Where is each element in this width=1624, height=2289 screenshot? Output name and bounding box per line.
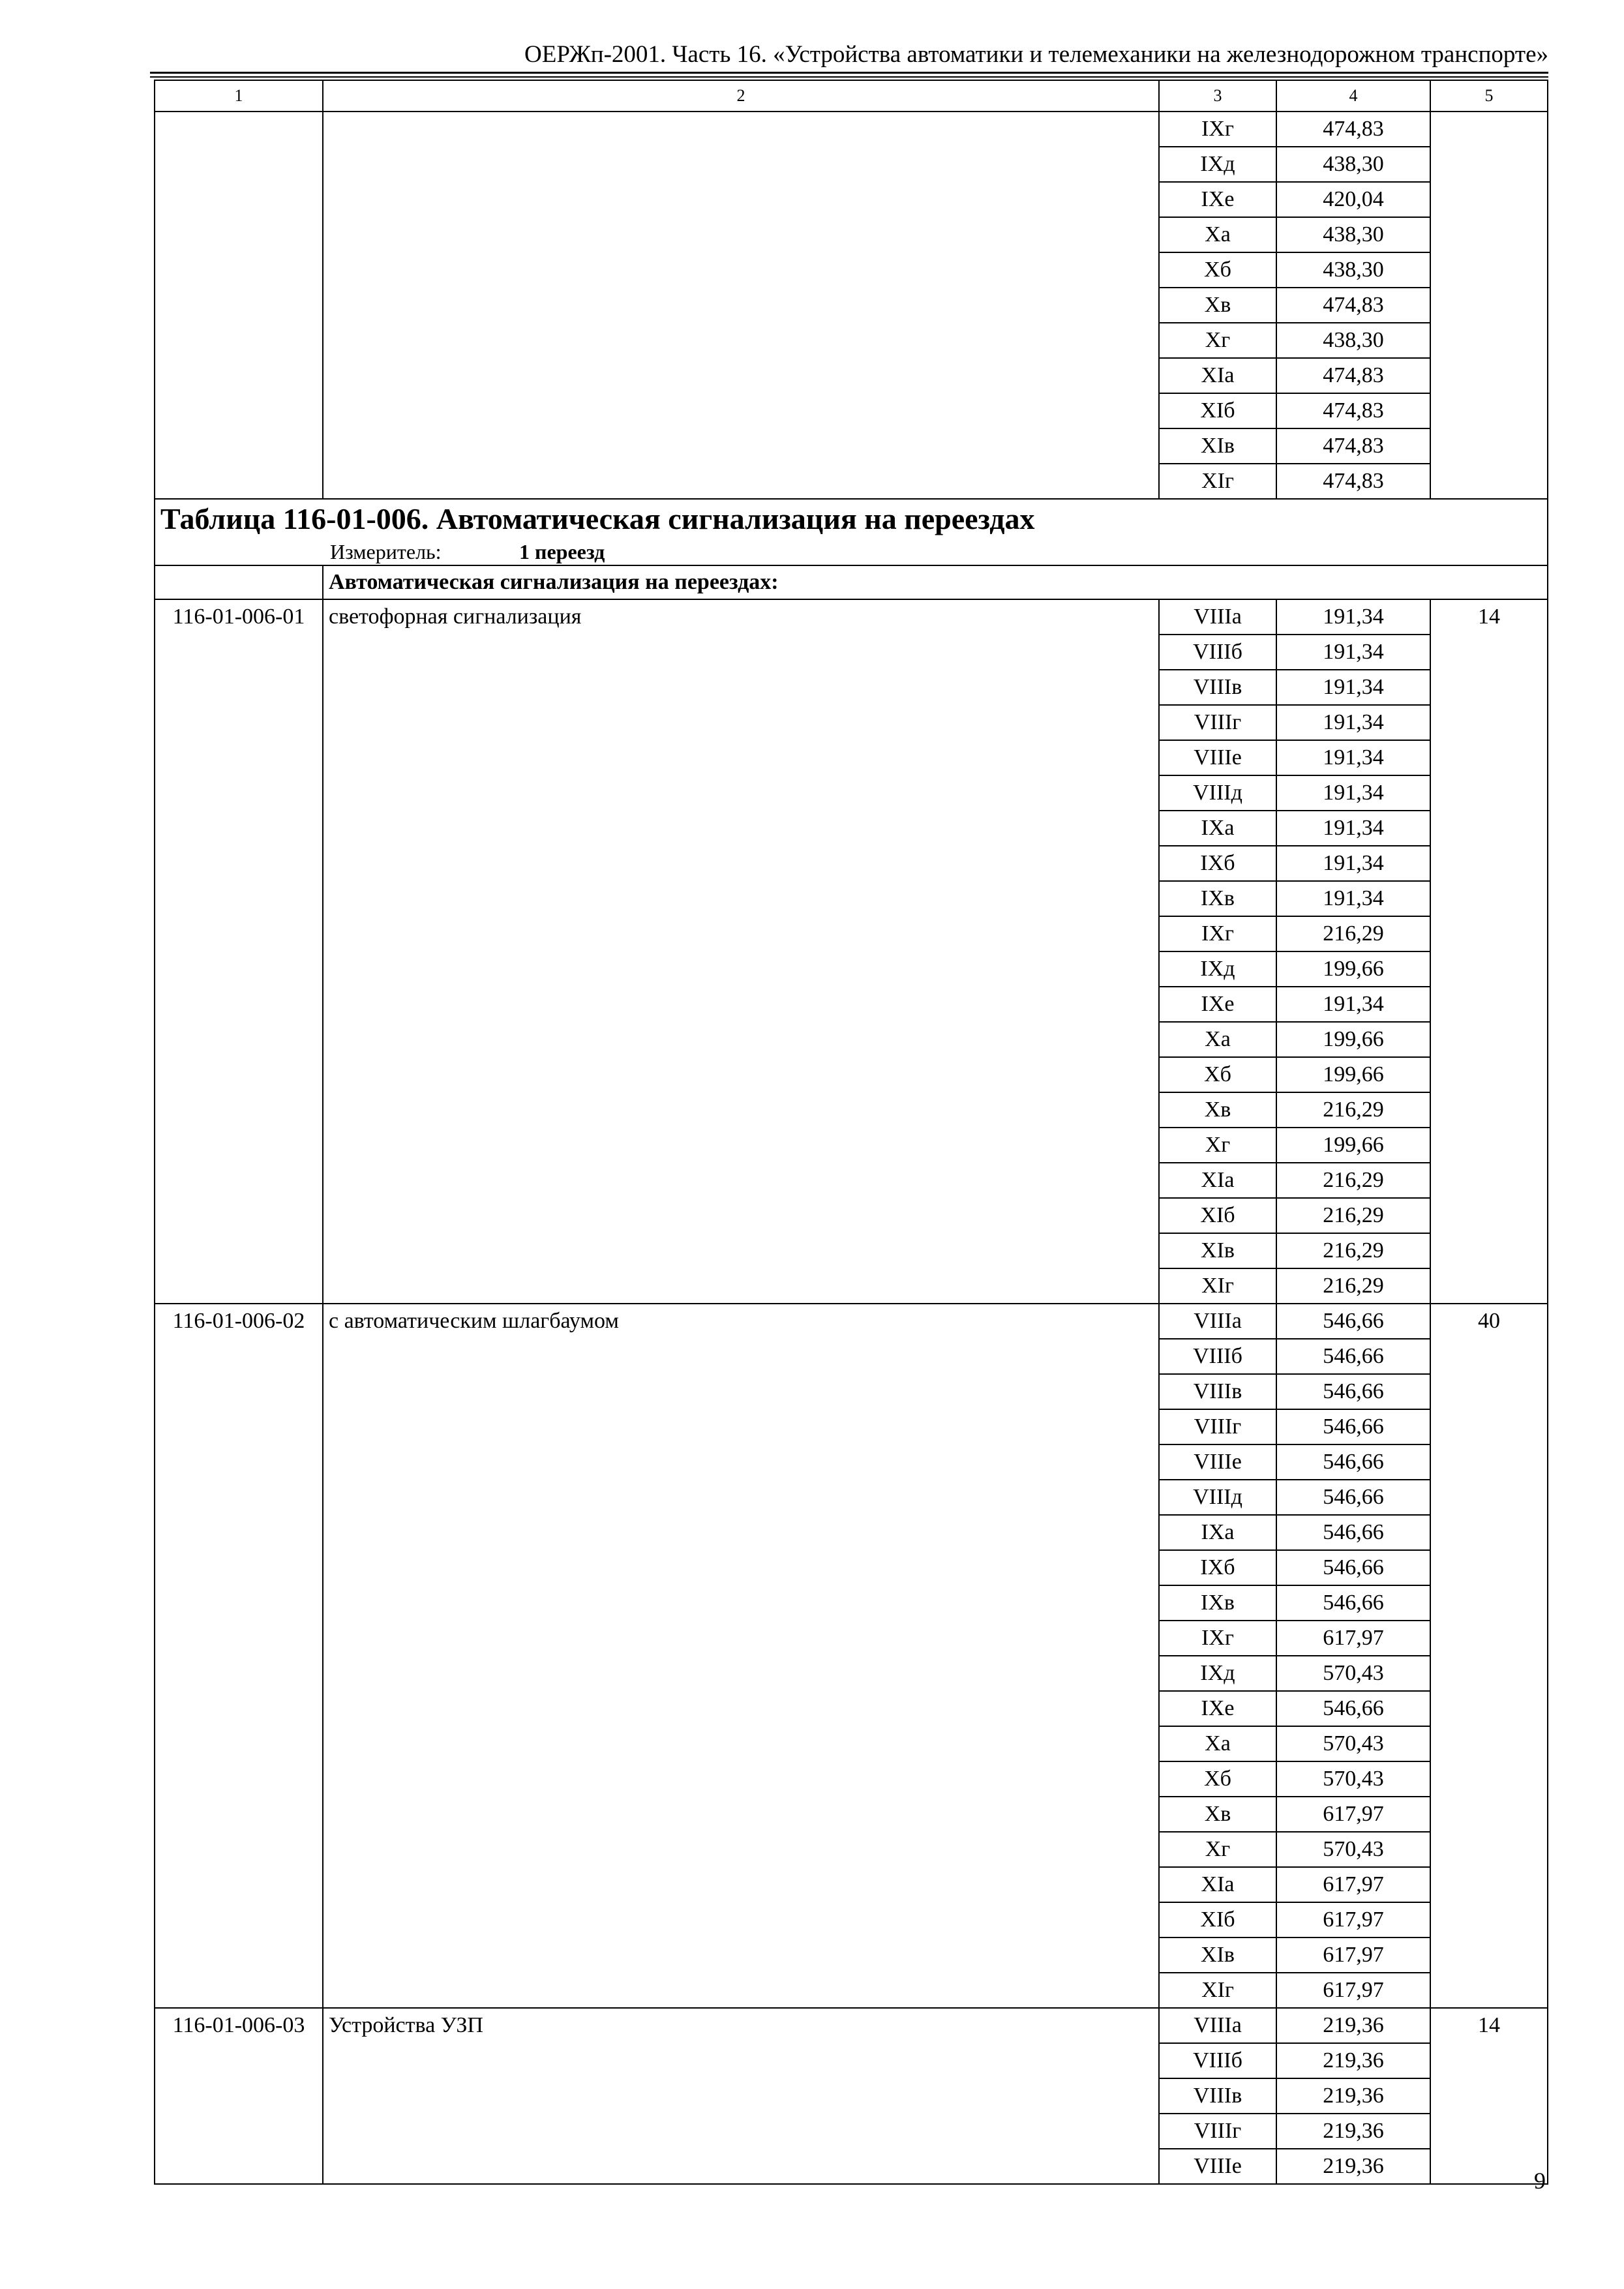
value-cell: 199,66 [1276,1128,1430,1163]
value-cell: 546,66 [1276,1339,1430,1374]
value-cell: 420,04 [1276,182,1430,217]
class-cell: Xв [1159,288,1276,323]
class-cell: XIа [1159,358,1276,393]
class-cell: VIIIд [1159,1480,1276,1515]
class-cell: IXд [1159,951,1276,987]
code-cell: 116-01-006-02 [155,1304,323,2008]
class-cell: VIIIб [1159,635,1276,670]
value-cell: 216,29 [1276,1092,1430,1128]
header-rule-thick [150,72,1548,74]
column-number: 1 [155,80,323,112]
unit-label: Измеритель: [330,540,442,563]
section-title: Автоматическая сигнализация на переездах: [323,565,1548,599]
class-cell: VIIIа [1159,2008,1276,2043]
value-cell: 474,83 [1276,112,1430,147]
class-cell: VIIIв [1159,1374,1276,1409]
class-cell: Xа [1159,217,1276,252]
class-cell: XIб [1159,1198,1276,1233]
class-cell: Xв [1159,1797,1276,1832]
value-cell: 438,30 [1276,147,1430,182]
value-cell: 191,34 [1276,811,1430,846]
class-cell: Xб [1159,1057,1276,1092]
class-cell: Xв [1159,1092,1276,1128]
column-number: 4 [1276,80,1430,112]
class-cell: VIIIа [1159,599,1276,635]
description-cell: с автоматическим шлагбаумом [323,1304,1159,2008]
class-cell: IXв [1159,881,1276,916]
code-cell [155,112,323,499]
value-cell: 617,97 [1276,1867,1430,1902]
value-cell: 546,66 [1276,1585,1430,1621]
value-cell: 617,97 [1276,1937,1430,1973]
class-cell: VIIIб [1159,1339,1276,1374]
value-cell: 617,97 [1276,1621,1430,1656]
class-cell: XIб [1159,393,1276,428]
class-cell: Xб [1159,252,1276,288]
code-cell: 116-01-006-01 [155,599,323,1304]
running-header: ОЕРЖп-2001. Часть 16. «Устройства автоматики и телемеханики на железнодорожном транспорте» [524,41,1548,68]
class-cell: IXе [1159,987,1276,1022]
count-cell [1430,112,1548,499]
class-cell: VIIIг [1159,1409,1276,1444]
value-cell: 191,34 [1276,599,1430,635]
class-cell: IXг [1159,916,1276,951]
class-cell: IXб [1159,846,1276,881]
table-title: Таблица 116-01-006. Автоматическая сигнализация на переездах [160,502,1035,535]
class-cell: VIIIг [1159,2114,1276,2149]
class-cell: VIIIг [1159,705,1276,740]
value-cell: 438,30 [1276,252,1430,288]
class-cell: Xг [1159,323,1276,358]
value-cell: 546,66 [1276,1409,1430,1444]
code-cell: 116-01-006-03 [155,2008,323,2184]
class-cell: IXа [1159,811,1276,846]
value-cell: 570,43 [1276,1832,1430,1867]
value-cell: 570,43 [1276,1726,1430,1761]
value-cell: 474,83 [1276,288,1430,323]
value-cell: 546,66 [1276,1691,1430,1726]
column-number: 3 [1159,80,1276,112]
column-number: 2 [323,80,1159,112]
value-cell: 219,36 [1276,2008,1430,2043]
table-title-row [155,499,1548,565]
class-cell: IXг [1159,112,1276,147]
description-cell: светофорная сигнализация [323,599,1159,1304]
class-cell: XIг [1159,464,1276,499]
rates-table-body [155,80,1548,2184]
value-cell: 219,36 [1276,2114,1430,2149]
value-cell: 191,34 [1276,635,1430,670]
value-cell: 199,66 [1276,1057,1430,1092]
class-cell: IXе [1159,1691,1276,1726]
class-cell: VIIIе [1159,1444,1276,1480]
value-cell: 199,66 [1276,951,1430,987]
table-row [155,1304,1548,1339]
value-cell: 219,36 [1276,2078,1430,2114]
class-cell: VIIIд [1159,775,1276,811]
value-cell: 216,29 [1276,1233,1430,1268]
class-cell: VIIIе [1159,740,1276,775]
class-cell: VIIIа [1159,1304,1276,1339]
class-cell: Xг [1159,1832,1276,1867]
class-cell: Xб [1159,1761,1276,1797]
value-cell: 191,34 [1276,846,1430,881]
table-row [155,2008,1548,2043]
class-cell: XIв [1159,1233,1276,1268]
value-cell: 546,66 [1276,1480,1430,1515]
value-cell: 570,43 [1276,1656,1430,1691]
class-cell: IXе [1159,182,1276,217]
value-cell: 617,97 [1276,1797,1430,1832]
value-cell: 191,34 [1276,881,1430,916]
value-cell: 474,83 [1276,393,1430,428]
class-cell: XIв [1159,428,1276,464]
unit-line [155,539,1547,565]
class-cell: VIIIв [1159,670,1276,705]
table-row [155,599,1548,635]
header-rule-thin [150,76,1548,78]
value-cell: 438,30 [1276,217,1430,252]
value-cell: 191,34 [1276,705,1430,740]
value-cell: 474,83 [1276,464,1430,499]
column-number-row [155,80,1548,112]
class-cell: VIIIв [1159,2078,1276,2114]
class-cell: Xа [1159,1726,1276,1761]
value-cell: 570,43 [1276,1761,1430,1797]
section-row [155,565,1548,599]
column-number: 5 [1430,80,1548,112]
value-cell: 191,34 [1276,987,1430,1022]
class-cell: XIб [1159,1902,1276,1937]
class-cell: Xа [1159,1022,1276,1057]
rates-table [154,80,1548,2185]
value-cell: 219,36 [1276,2043,1430,2078]
value-cell: 546,66 [1276,1304,1430,1339]
value-cell: 546,66 [1276,1515,1430,1550]
class-cell: XIа [1159,1163,1276,1198]
section-empty-cell [155,565,323,599]
class-cell: VIIIб [1159,2043,1276,2078]
class-cell: IXа [1159,1515,1276,1550]
class-cell: XIг [1159,1268,1276,1304]
unit-value: 1 переезд [519,540,605,563]
value-cell: 216,29 [1276,916,1430,951]
page-number: 9 [1534,2168,1546,2194]
table-title-cell [155,499,1548,565]
class-cell: VIIIе [1159,2149,1276,2184]
value-cell: 191,34 [1276,670,1430,705]
value-cell: 474,83 [1276,428,1430,464]
value-cell: 546,66 [1276,1374,1430,1409]
value-cell: 546,66 [1276,1444,1430,1480]
value-cell: 438,30 [1276,323,1430,358]
value-cell: 219,36 [1276,2149,1430,2184]
class-cell: IXд [1159,147,1276,182]
value-cell: 546,66 [1276,1550,1430,1585]
count-cell: 40 [1430,1304,1548,2008]
table-row [155,112,1548,147]
description-cell [323,112,1159,499]
value-cell: 216,29 [1276,1163,1430,1198]
class-cell: IXг [1159,1621,1276,1656]
class-cell: Xг [1159,1128,1276,1163]
value-cell: 216,29 [1276,1268,1430,1304]
value-cell: 617,97 [1276,1973,1430,2008]
count-cell: 14 [1430,599,1548,1304]
value-cell: 191,34 [1276,740,1430,775]
value-cell: 474,83 [1276,358,1430,393]
value-cell: 617,97 [1276,1902,1430,1937]
value-cell: 191,34 [1276,775,1430,811]
count-cell: 14 [1430,2008,1548,2184]
class-cell: IXд [1159,1656,1276,1691]
class-cell: XIа [1159,1867,1276,1902]
class-cell: XIв [1159,1937,1276,1973]
value-cell: 216,29 [1276,1198,1430,1233]
value-cell: 199,66 [1276,1022,1430,1057]
class-cell: XIг [1159,1973,1276,2008]
class-cell: IXв [1159,1585,1276,1621]
class-cell: IXб [1159,1550,1276,1585]
description-cell: Устройства УЗП [323,2008,1159,2184]
